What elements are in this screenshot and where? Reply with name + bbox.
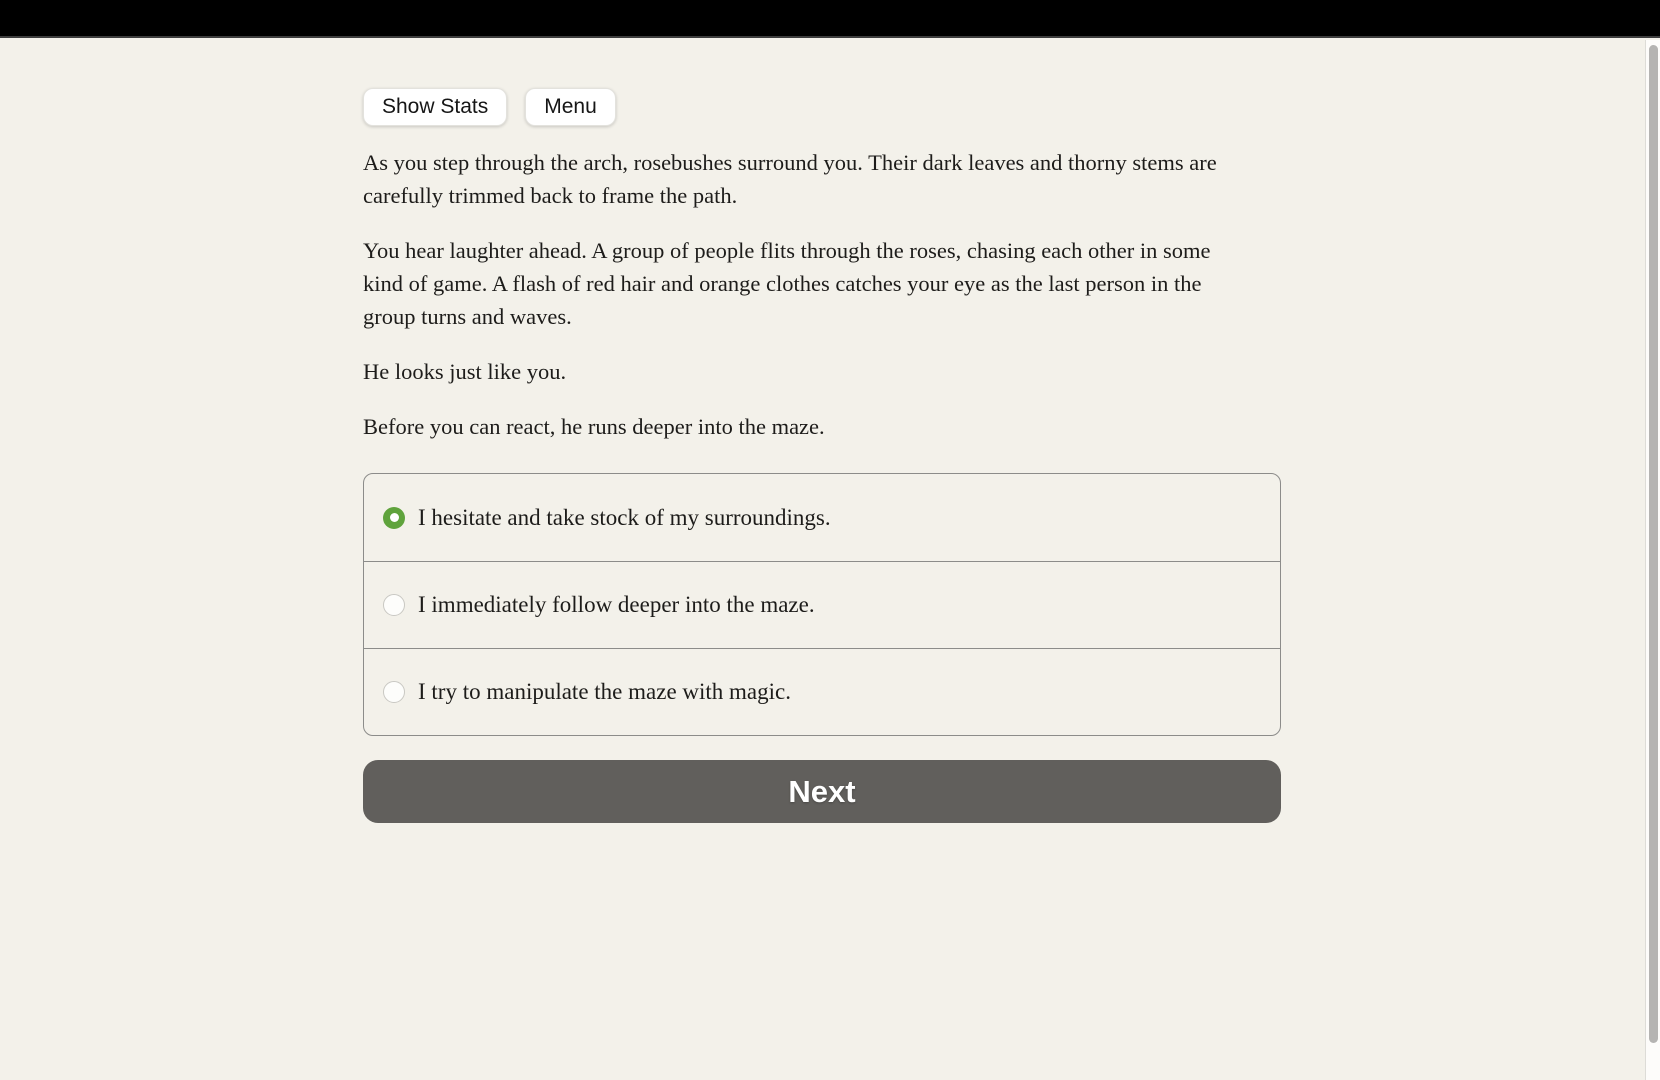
window-titlebar [0,0,1660,38]
show-stats-button[interactable]: Show Stats [363,88,507,126]
story-paragraph: He looks just like you. [363,359,567,384]
scrollbar[interactable] [1645,40,1660,1080]
scrollbar-thumb[interactable] [1649,45,1658,1043]
story-paragraph: As you step through the arch, rosebushes surround you. Their dark leaves and thorny stems are carefully trimmed back to frame the path. [363,150,1217,208]
story-paragraph: You hear laughter ahead. A group of people flits through the roses, chasing each other in some kind of game. A flash of red hair and orange clothes catches your eye as the last person in the group turns and waves. [363,238,1211,329]
story-paragraph: Before you can react, he runs deeper into the maze. [363,414,825,439]
choice-label: I try to manipulate the maze with magic. [418,679,791,704]
choice-label: I immediately follow deeper into the maze. [418,592,815,617]
toolbar [363,88,1281,126]
game-content [363,40,1281,823]
choice-option-1[interactable] [364,474,1280,561]
choice-option-3[interactable] [364,648,1280,735]
radio-button-icon[interactable] [383,507,405,529]
menu-button[interactable]: Menu [525,88,616,126]
story-text [363,146,1235,443]
choice-group [363,473,1281,736]
choice-label: I hesitate and take stock of my surroundings. [418,504,831,530]
next-button[interactable]: Next [363,760,1281,823]
choice-option-2[interactable] [364,561,1280,648]
radio-button-icon[interactable] [383,594,405,616]
radio-button-icon[interactable] [383,681,405,703]
